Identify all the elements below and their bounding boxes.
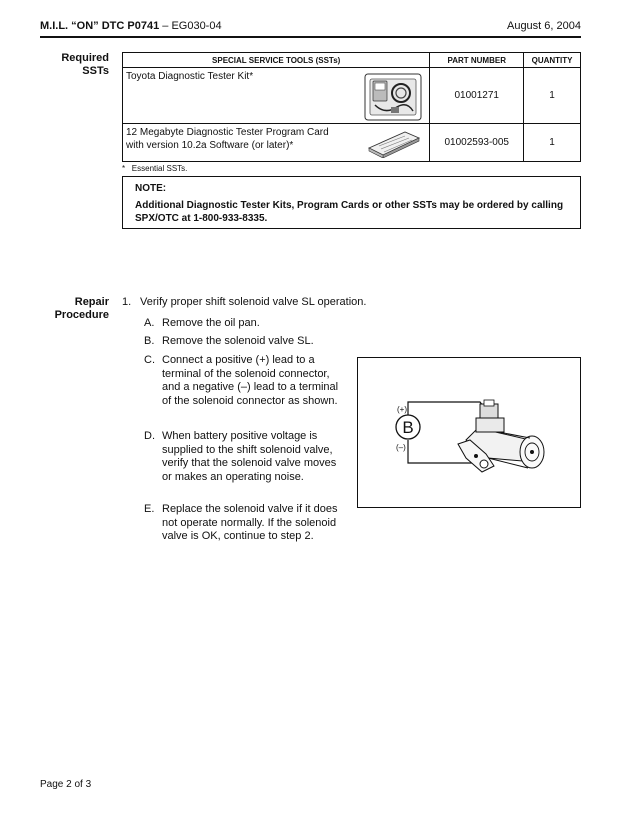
tool-name: Toyota Diagnostic Tester Kit* (126, 71, 254, 82)
program-card-icon (365, 128, 423, 158)
footnote: * Essential SSTs. (122, 164, 188, 173)
tool-cell (123, 68, 430, 124)
required-ssts-label: Required SSTs (61, 52, 109, 77)
part-number: 01001271 (430, 68, 524, 124)
step-1: 1. Verify proper shift solenoid valve SL operation. (122, 296, 367, 308)
solenoid-valve-icon (358, 358, 580, 507)
column-header: PART NUMBER (430, 53, 524, 68)
header-title: M.I.L. “ON” DTC P0741 – EG030-04 (40, 20, 222, 32)
battery-label: B (402, 418, 414, 437)
quantity: 1 (524, 124, 581, 162)
table-header-row (123, 53, 581, 68)
header-date: August 6, 2004 (506, 20, 581, 32)
note-box (122, 176, 581, 229)
substep-b: B. Remove the solenoid valve SL. (144, 335, 314, 347)
part-number: 01002593-005 (430, 124, 524, 162)
page-header (40, 18, 581, 36)
sst-table (122, 52, 581, 162)
table-row (123, 124, 581, 162)
plus-label: (+) (397, 405, 407, 414)
tester-kit-icon (361, 71, 425, 123)
column-header: QUANTITY (524, 53, 581, 68)
header-rule (40, 36, 581, 38)
solenoid-test-figure (357, 357, 581, 508)
repair-procedure-label: Repair Procedure (54, 296, 109, 321)
table-row (123, 68, 581, 124)
tool-cell (123, 124, 430, 162)
substep-a: A. Remove the oil pan. (144, 317, 260, 329)
note-title: NOTE: (135, 183, 167, 194)
tool-name: 12 Megabyte Diagnostic Tester Program Card with version 10.2a Software (or later)* (126, 127, 329, 151)
substep-d: D. When battery positive voltage is supplied to the shift solenoid valve, verify that the solenoid valve moves or makes an operating noise. (144, 430, 337, 483)
minus-label: (–) (396, 443, 406, 452)
quantity: 1 (524, 68, 581, 124)
note-text: Additional Diagnostic Tester Kits, Program Cards or other SSTs may be ordered by calling SPX/OTC at 1-800-933-8335. (135, 200, 564, 224)
column-header: SPECIAL SERVICE TOOLS (SSTs) (123, 53, 430, 68)
substep-c: C. Connect a positive (+) lead to a terminal of the solenoid connector, and a negative (–) lead to a terminal of the solenoid connector as shown. (144, 354, 339, 407)
page-footer: Page 2 of 3 (40, 779, 92, 790)
substep-e: E. Replace the solenoid valve if it does not operate normally. If the solenoid valve is OK, continue to step 2. (144, 503, 338, 542)
